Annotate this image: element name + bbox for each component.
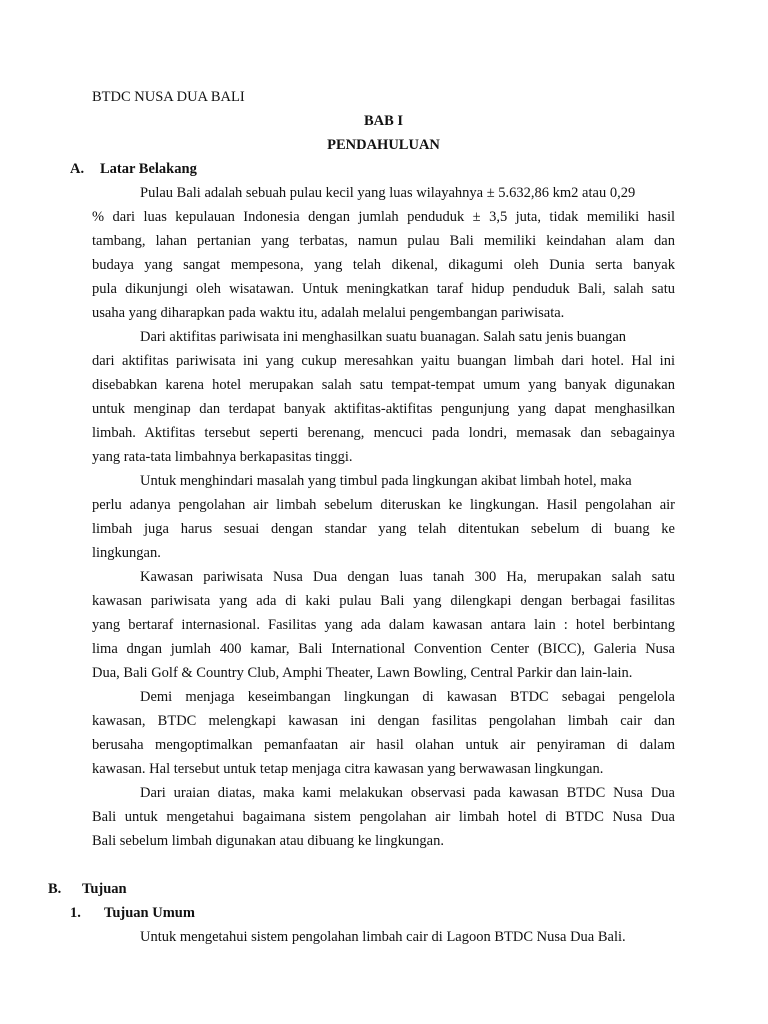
paragraph-line: untuk menginap dan terdapat banyak aktifitas-aktifitas pengunjung yang dapat menghasilkan bbox=[92, 401, 675, 417]
paragraph-line: kawasan. Hal tersebut untuk tetap menjaga citra kawasan yang berwawasan lingkungan. bbox=[92, 761, 604, 777]
section-a-title: Latar Belakang bbox=[100, 161, 197, 177]
paragraph-line: % dari luas kepulauan Indonesia dengan jumlah penduduk ± 3,5 juta, tidak memiliki hasil bbox=[92, 209, 675, 225]
paragraph-line: lingkungan. bbox=[92, 545, 161, 561]
paragraph-line: limbah juga harus sesuai dengan standar yang telah ditentukan sebelum di buang ke bbox=[92, 521, 675, 537]
paragraph-line: Dari aktifitas pariwisata ini menghasilkan suatu buanagan. Salah satu jenis buangan bbox=[140, 329, 627, 345]
paragraph-line: kawasan, BTDC melengkapi kawasan ini dengan fasilitas pengolahan limbah cair dan bbox=[92, 713, 675, 729]
paragraph-line: Kawasan pariwisata Nusa Dua dengan luas tanah 300 Ha, merupakan salah satu bbox=[140, 569, 675, 585]
paragraph-line: Bali untuk mengetahui bagaimana sistem pengolahan air limbah hotel di BTDC Nusa Dua bbox=[92, 809, 675, 825]
paragraph-line: pula dikunjungi oleh wisatawan. Untuk meningkatkan taraf hidup penduduk Bali, salah satu bbox=[92, 281, 675, 297]
paragraph-line: usaha yang diharapkan pada waktu itu, adalah melalui pengembangan pariwisata. bbox=[92, 305, 565, 321]
paragraph-line: Bali sebelum limbah digunakan atau dibuang ke lingkungan. bbox=[92, 833, 444, 849]
paragraph-line: perlu adanya pengolahan air limbah sebelum diteruskan ke lingkungan. Hasil pengolahan air bbox=[92, 497, 675, 513]
paragraph-line: yang bertaraf internasional. Fasilitas yang ada dalam kawasan antara lain : hotel berbintang bbox=[92, 617, 675, 633]
subsection-1-marker: 1. bbox=[70, 905, 81, 921]
chapter-title: PENDAHULUAN bbox=[327, 137, 440, 153]
subsection-1-title: Tujuan Umum bbox=[104, 905, 195, 921]
paragraph-line: kawasan pariwisata yang ada di kaki pulau Bali yang dilengkapi dengan berbagai fasilitas bbox=[92, 593, 675, 609]
paragraph-line: disebabkan karena hotel merupakan salah satu tempat-tempat umum yang banyak digunakan bbox=[92, 377, 675, 393]
section-b-marker: B. bbox=[48, 881, 62, 897]
chapter-number: BAB I bbox=[363, 113, 404, 129]
paragraph-line: Dua, Bali Golf & Country Club, Amphi Theater, Lawn Bowling, Central Parkir dan lain-lain. bbox=[92, 665, 633, 681]
paragraph-line: Dari uraian diatas, maka kami melakukan observasi pada kawasan BTDC Nusa Dua bbox=[140, 785, 675, 801]
paragraph-line: Untuk menghindari masalah yang timbul pada lingkungan akibat limbah hotel, maka bbox=[140, 473, 632, 489]
paragraph-line: Untuk mengetahui sistem pengolahan limbah cair di Lagoon BTDC Nusa Dua Bali. bbox=[140, 929, 626, 945]
paragraph-line: Demi menjaga keseimbangan lingkungan di kawasan BTDC sebagai pengelola bbox=[140, 689, 675, 705]
paragraph-line: lima dngan jumlah 400 kamar, Bali International Convention Center (BICC), Galeria Nusa bbox=[92, 641, 675, 657]
paragraph-line: yang rata-tata limbahnya berkapasitas tinggi. bbox=[92, 449, 353, 465]
section-b-title: Tujuan bbox=[82, 881, 127, 897]
section-a-marker: A. bbox=[70, 161, 85, 177]
paragraph-line: budaya yang sangat mempesona, yang telah dikenal, dikagumi oleh Dunia serta banyak bbox=[92, 257, 675, 273]
paragraph-line: dari aktifitas pariwisata ini yang cukup meresahkan yaitu buangan limbah dari hotel. Hal ini bbox=[92, 353, 675, 369]
document-header: BTDC NUSA DUA BALI bbox=[92, 89, 245, 105]
paragraph-line: Pulau Bali adalah sebuah pulau kecil yang luas wilayahnya ± 5.632,86 km2 atau 0,29 bbox=[140, 185, 636, 201]
paragraph-line: limbah. Aktifitas tersebut seperti berenang, mencuci pada londri, memasak dan sebagainya bbox=[92, 425, 675, 441]
paragraph-line: tambang, lahan pertanian yang terbatas, namun pulau Bali memiliki keindahan alam dan bbox=[92, 233, 675, 249]
paragraph-line: berusaha mengoptimalkan pemanfaatan air hasil olahan untuk air penyiraman di dalam bbox=[92, 737, 675, 753]
